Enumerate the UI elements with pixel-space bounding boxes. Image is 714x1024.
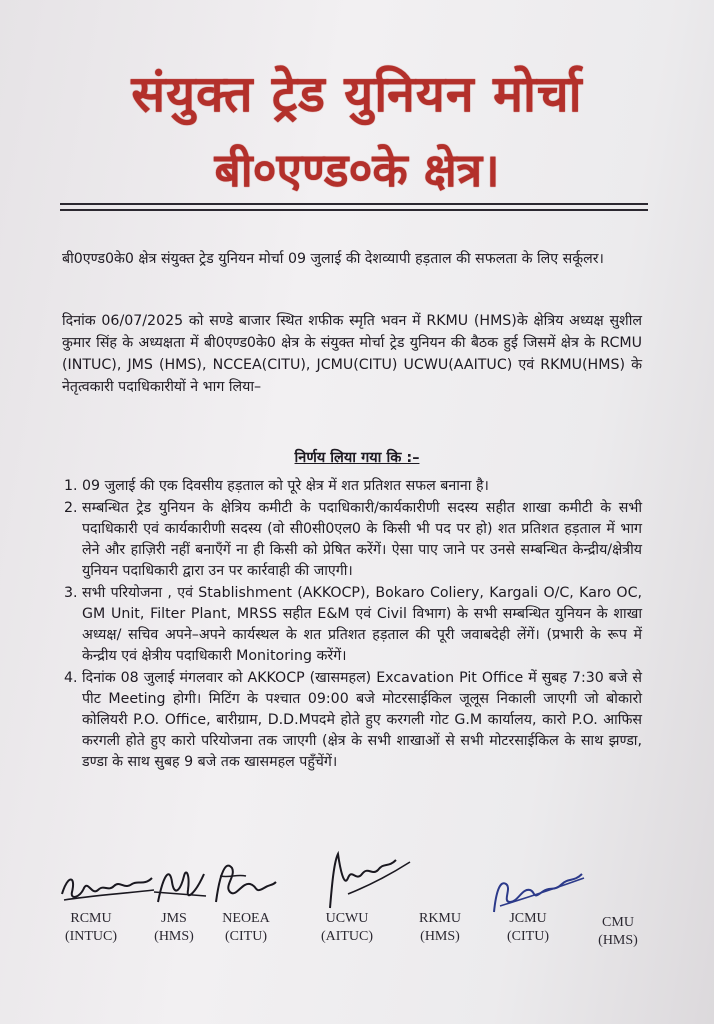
divider-top bbox=[60, 203, 648, 205]
signatory-ucwu bbox=[314, 910, 380, 946]
signatory-name: CMU bbox=[602, 915, 634, 930]
signatory-affiliation: (HMS) bbox=[598, 933, 638, 948]
signatory-name: RKMU bbox=[418, 911, 461, 926]
signatory-jms bbox=[146, 910, 202, 946]
decision-heading-text: निर्णय लिया गया कि :– bbox=[294, 450, 420, 466]
decision-heading bbox=[0, 447, 714, 467]
divider-bottom bbox=[60, 209, 648, 211]
signatory-name: RCMU bbox=[70, 911, 112, 926]
signatory-jcmu bbox=[498, 910, 558, 946]
title-line-1: संयुक्त ट्रेड युनियन मोर्चा bbox=[131, 65, 583, 123]
signatory-affiliation: (INTUC) bbox=[64, 929, 118, 944]
signatory-name: UCWU bbox=[325, 911, 369, 926]
signatory-affiliation: (HMS) bbox=[420, 929, 460, 944]
decision-item: 1. 09 जुलाई की एक दिवसीय हड़ताल को पूरे क्षेत्र में शत प्रतिशत सफल बनाना है। bbox=[82, 476, 642, 497]
signatory-name: JCMU bbox=[509, 911, 547, 926]
signature-neoea bbox=[206, 856, 278, 908]
intro-paragraph: बी0एण्ड0के0 क्षेत्र संयुक्त ट्रेड युनियन मोर्चा 09 जुलाई की देशव्यापी हड़ताल की सफलता के लिए सर्कूलर। bbox=[62, 251, 604, 267]
meeting-paragraph: दिनांक 06/07/2025 को सण्डे बाजार स्थित शफीक स्मृति भवन में RKMU (HMS)के क्षेत्रिय अध्यक्ष सुशील कुमार सिंह के अध्यक्षता में बी0एण्ड0के0 क्षेत्र के संयुक्त मोर्चा ट्रेड युनियन की बैठक हुई जिसमें क्षेत्र के RCMU (INTUC), JMS (HMS), NCCEA(CITU), JCMU(CITU) UCWU(AAITUC) एवं RKMU(HMS) के नेतृत्वकारी पदाधिकारीयों ने भाग लिया– bbox=[62, 313, 642, 395]
decision-item: 3. सभी परियोजना , एवं Stablishment (AKKOCP), Bokaro Coliery, Kargali O/C, Karo OC, GM Unit, Filter Plant, MRSS सहीत E&M एवं Civil विभाग) के सभी सम्बन्धित युनियन के शाखा अध्यक्ष/ सचिव अपने–अपने कार्यस्थल के शत प्रतिशत हड़ताल की पूरी जवाबदेही लेंगें। (प्रभारी के रूप में केन्द्रीय एवं क्षेत्रीय पदाधिकारी Monitoring करेंगें। bbox=[82, 583, 642, 667]
signatory-rkmu bbox=[410, 910, 470, 946]
decision-list bbox=[60, 476, 642, 774]
signatory-affiliation: (AITUC) bbox=[320, 929, 374, 944]
signature-jms bbox=[150, 862, 210, 910]
title-line-2: बी०एण्ड०के क्षेत्र। bbox=[214, 143, 500, 197]
decision-item: 2. सम्बन्धित ट्रेड युनियन के क्षेत्रिय कमीटी के पदाधिकारी/कार्यकारीणी सदस्य सहीत शाखा कमीटी के सभी पदाधिकारी एवं कार्यकारीणी सदस्य (वो सी0सी0एल0 के किसी भी पद पर हो) शत प्रतिशत हड़ताल में भाग लेने और हाज़िरी नहीं बनाएँगें ना ही किसी को प्रेषित करेंगें। ऐसा पाए जाने पर उनसे सम्बन्धित केन्द्रीय/क्षेत्रीय युनियन पदाधिकारी द्वारा उन पर कार्रवाही की जाएगी। bbox=[82, 498, 642, 582]
signatory-affiliation: (CITU) bbox=[225, 929, 267, 944]
signature-jcmu bbox=[486, 862, 586, 916]
signatory-neoea bbox=[214, 910, 278, 946]
decision-item: 4. दिनांक 08 जुलाई मंगलवार को AKKOCP (खासमहल) Excavation Pit Office में सुबह 7:30 बजे से पीट Meeting होगी। मिटिंग के पश्चात 09:00 बजे मोटरसाईकिल जूलूस निकाली जाएगी जो बोकारो कोलियरी P.O. Office, बारीग्राम, D.D.Mपदमे होते हुए करगली गोट G.M कार्यालय, कारो P.O. आफिस करगली होते हुए कारो परियोजना तक जाएगी (क्षेत्र के सभी शाखाओं से सभी मोटरसाईकिल के साथ झण्डा, डण्डा के साथ सुबह 9 बजे तक खासमहल पहुँचेंगें। bbox=[82, 668, 642, 773]
signature-ucwu bbox=[318, 848, 414, 910]
signatory-affiliation: (CITU) bbox=[507, 929, 549, 944]
signatory-cmu bbox=[590, 914, 646, 950]
signature-rcmu bbox=[58, 868, 158, 908]
signatory-name: JMS bbox=[161, 911, 187, 926]
signatory-rcmu bbox=[60, 910, 122, 946]
signatory-name: NEOEA bbox=[222, 911, 270, 926]
signatory-affiliation: (HMS) bbox=[154, 929, 194, 944]
